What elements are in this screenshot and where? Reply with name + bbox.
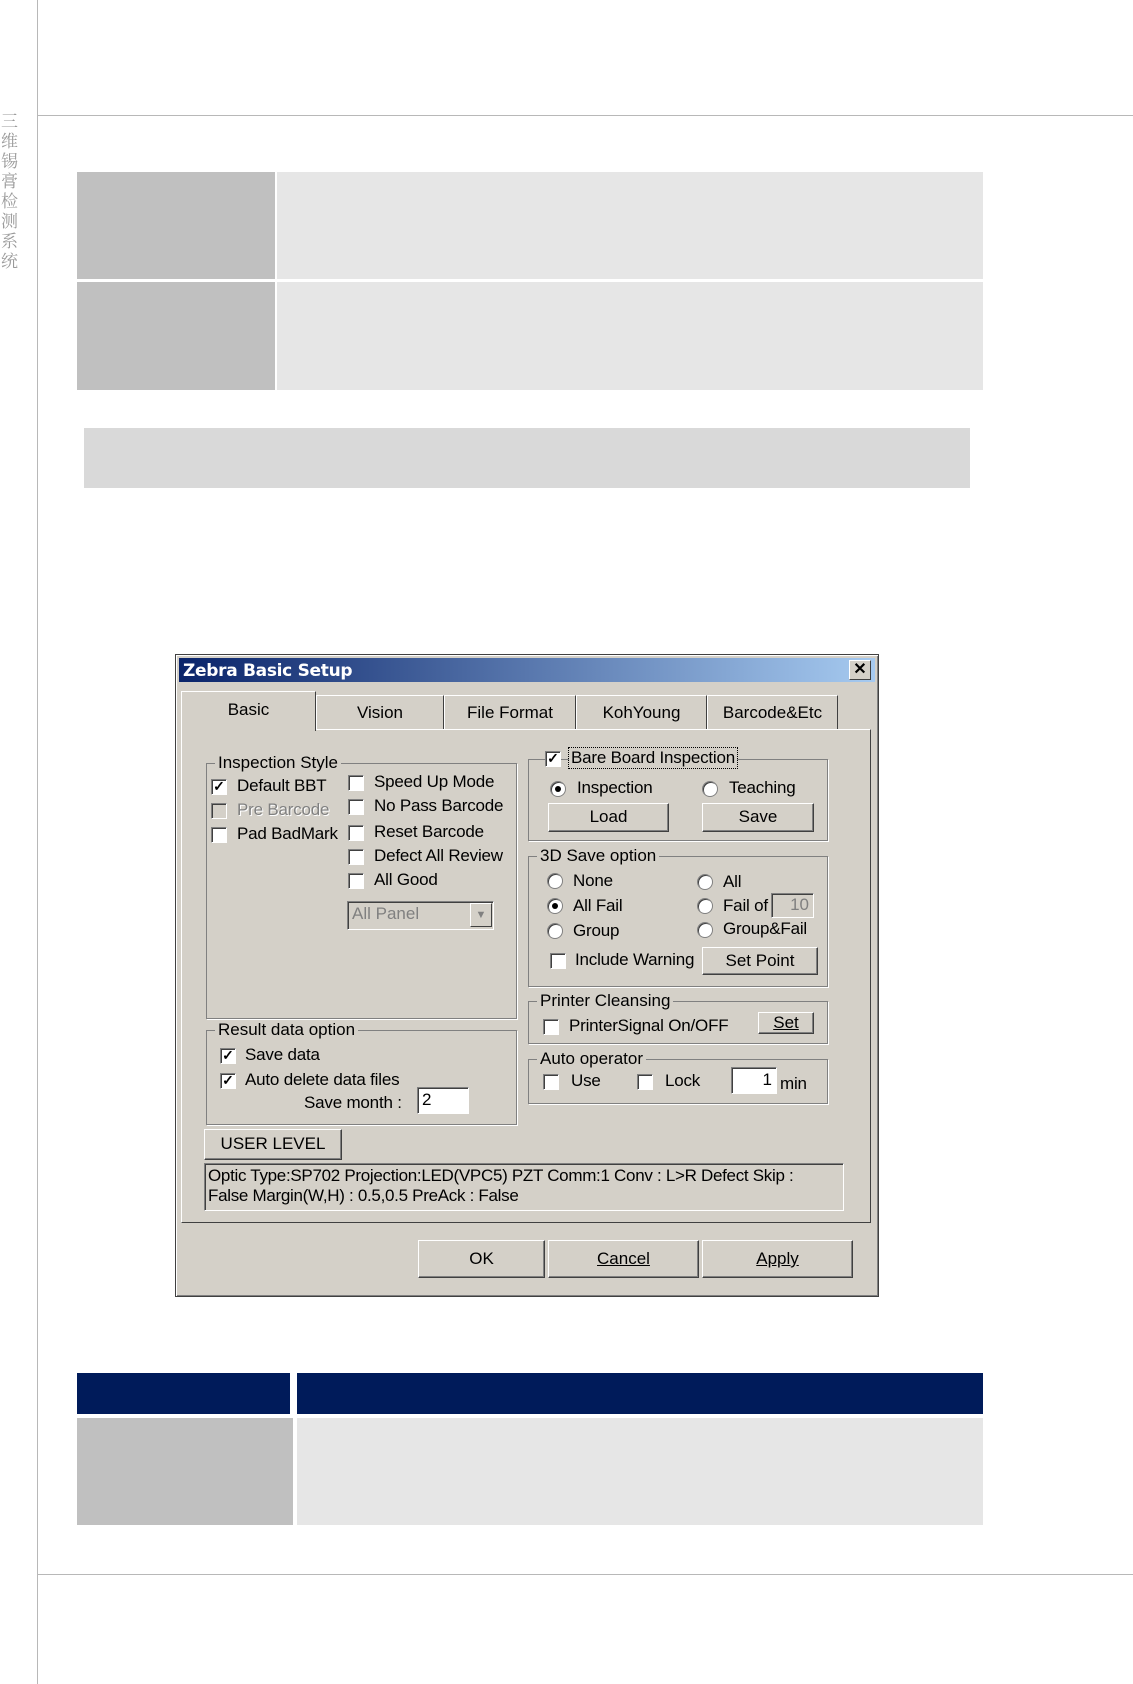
all-fail-radio-label: All Fail: [573, 896, 623, 915]
defect-all-review-label: Defect All Review: [374, 846, 503, 865]
radio-selected-dot: [555, 786, 561, 792]
pad-badmark-checkbox[interactable]: [211, 827, 227, 843]
panel-select-dropdown[interactable]: [347, 901, 494, 930]
group-title: 3D Save option: [537, 846, 659, 866]
teaching-radio[interactable]: [702, 781, 718, 797]
group-fail-radio-label: Group&Fail: [723, 919, 807, 938]
pre-barcode-label: Pre Barcode: [237, 800, 330, 819]
fail-of-radio-label: Fail of: [723, 896, 768, 915]
section-heading-bar: [84, 428, 970, 488]
group-title: Auto operator: [537, 1049, 646, 1069]
no-pass-barcode-checkbox[interactable]: [348, 799, 364, 815]
tab-barcode-etc[interactable]: Barcode&Etc: [707, 695, 838, 729]
group-title: Printer Cleansing: [537, 991, 673, 1011]
dialog-titlebar[interactable]: [179, 658, 875, 682]
ok-button[interactable]: OK: [418, 1240, 545, 1278]
bottom-table-cell-right: [297, 1418, 983, 1525]
default-bbt-checkbox[interactable]: ✓: [211, 779, 227, 795]
cancel-button[interactable]: [548, 1240, 699, 1278]
lock-label: Lock: [665, 1071, 701, 1090]
zebra-basic-setup-dialog: [175, 654, 879, 1297]
auto-operator-minutes-input[interactable]: 1: [731, 1067, 777, 1094]
all-good-checkbox[interactable]: [348, 873, 364, 889]
none-radio-label: None: [573, 871, 613, 890]
include-warning-checkbox[interactable]: [550, 953, 566, 969]
default-bbt-label: Default BBT: [237, 776, 327, 795]
tab-kohyoung[interactable]: KohYoung: [576, 695, 707, 729]
load-button[interactable]: Load: [548, 803, 669, 832]
chevron-down-icon[interactable]: ▼: [470, 903, 492, 927]
fail-of-radio[interactable]: [697, 898, 713, 914]
top-table: [77, 172, 983, 390]
panel-select-value: All Panel: [352, 904, 420, 923]
tab-basic[interactable]: Basic: [181, 691, 316, 731]
footer-rule: [37, 1574, 1133, 1575]
use-label: Use: [571, 1071, 601, 1090]
group-radio-label: Group: [573, 921, 620, 940]
reset-barcode-label: Reset Barcode: [374, 822, 484, 841]
radio-selected-dot: [552, 903, 558, 909]
bare-board-inspection-label: Bare Board Inspection: [571, 748, 736, 767]
all-fail-radio[interactable]: [547, 898, 563, 914]
close-icon[interactable]: ✕: [849, 660, 871, 680]
inspection-radio[interactable]: [550, 781, 566, 797]
inspection-radio-label: Inspection: [577, 778, 653, 797]
bottom-table-cell-left: [77, 1418, 293, 1525]
table-cell-right: [277, 282, 983, 390]
info-line: False Margin(W,H) : 0.5,0.5 PreAck : False: [208, 1186, 519, 1205]
bottom-table-header-left: [77, 1373, 290, 1414]
printer-set-button[interactable]: [758, 1012, 814, 1034]
save-month-input[interactable]: 2: [417, 1087, 469, 1114]
side-vertical-label: 三维锡膏检测系统: [1, 112, 18, 272]
group-fail-radio[interactable]: [697, 922, 713, 938]
save-data-checkbox[interactable]: ✓: [220, 1048, 236, 1064]
speed-up-mode-label: Speed Up Mode: [374, 772, 495, 791]
system-info-box: [204, 1163, 844, 1211]
speed-up-mode-checkbox[interactable]: [348, 775, 364, 791]
lock-checkbox[interactable]: [637, 1074, 653, 1090]
printer-set-label: Set: [773, 1013, 799, 1032]
auto-delete-checkbox[interactable]: ✓: [220, 1073, 236, 1089]
none-radio[interactable]: [547, 873, 563, 889]
user-level-button[interactable]: USER LEVEL: [204, 1129, 342, 1160]
left-margin-rule: [37, 0, 38, 1684]
pad-badmark-label: Pad BadMark: [237, 824, 338, 843]
apply-button[interactable]: [702, 1240, 853, 1278]
bottom-table-header-right: [297, 1373, 983, 1414]
table-cell-left: [77, 282, 275, 390]
set-point-button[interactable]: Set Point: [702, 947, 818, 975]
save-data-label: Save data: [245, 1045, 320, 1064]
auto-delete-label: Auto delete data files: [245, 1070, 400, 1089]
group-radio[interactable]: [547, 923, 563, 939]
save-month-label: Save month :: [304, 1093, 402, 1112]
header-rule: [37, 115, 1133, 116]
group-title: Result data option: [215, 1020, 358, 1040]
bare-board-inspection-checkbox[interactable]: ✓: [545, 751, 561, 767]
no-pass-barcode-label: No Pass Barcode: [374, 796, 504, 815]
dialog-title: Zebra Basic Setup: [183, 661, 353, 681]
table-row: [77, 282, 983, 390]
all-good-label: All Good: [374, 870, 438, 889]
tab-vision[interactable]: Vision: [316, 695, 444, 729]
reset-barcode-checkbox[interactable]: [348, 825, 364, 841]
table-cell-left: [77, 172, 275, 279]
table-cell-right: [277, 172, 983, 279]
all-radio-label: All: [723, 872, 742, 891]
teaching-radio-label: Teaching: [729, 778, 796, 797]
fail-of-count-input: 10: [771, 893, 814, 918]
apply-label: Apply: [756, 1249, 799, 1268]
use-checkbox[interactable]: [543, 1074, 559, 1090]
printer-signal-checkbox[interactable]: [543, 1019, 559, 1035]
printer-signal-label: PrinterSignal On/OFF: [569, 1016, 729, 1035]
include-warning-label: Include Warning: [575, 950, 695, 969]
info-line: Optic Type:SP702 Projection:LED(VPC5) PZT Comm:1 Conv : L>R Defect Skip :: [208, 1166, 794, 1185]
all-radio[interactable]: [697, 874, 713, 890]
group-title: Inspection Style: [215, 753, 341, 773]
defect-all-review-checkbox[interactable]: [348, 849, 364, 865]
save-button[interactable]: Save: [702, 803, 814, 832]
min-unit-label: min: [780, 1074, 807, 1093]
pre-barcode-checkbox: [211, 803, 227, 819]
table-row: [77, 172, 983, 279]
tab-file-format[interactable]: File Format: [444, 695, 576, 729]
cancel-label: Cancel: [597, 1249, 650, 1268]
